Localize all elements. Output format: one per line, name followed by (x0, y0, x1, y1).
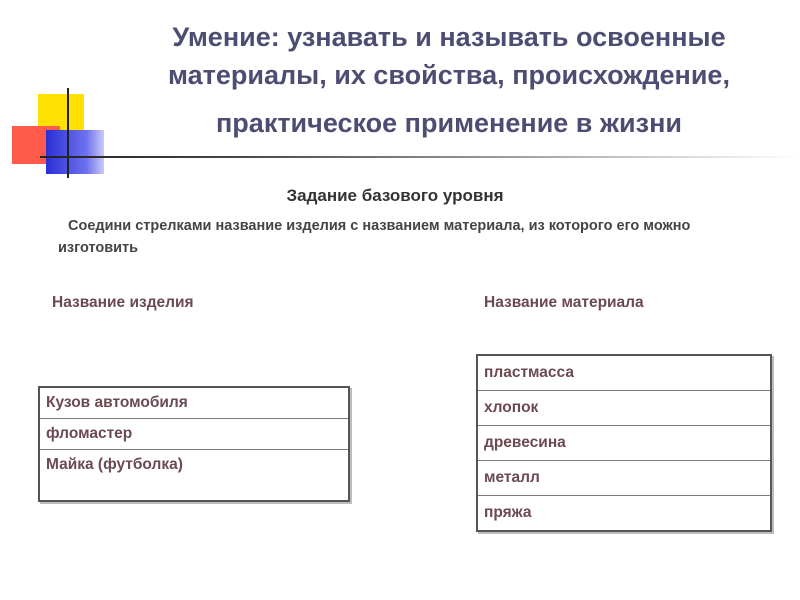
product-cell: Кузов автомобиля (39, 387, 349, 419)
material-cell: хлопок (477, 391, 771, 426)
slide-title (104, 18, 794, 142)
material-cell: древесина (477, 426, 771, 461)
table-row (39, 450, 349, 502)
title-line-3: практическое применение в жизни (216, 108, 682, 138)
materials-column-label: Название материала (484, 294, 644, 311)
products-column-label: Название изделия (52, 294, 194, 311)
table-row (477, 355, 771, 391)
products-table (38, 386, 350, 502)
product-cell: Майка (футболка) (39, 450, 349, 502)
material-cell: пряжа (477, 496, 771, 532)
product-cell: фломастер (39, 419, 349, 450)
title-line-1: Умение: узнавать и называть освоенные (172, 22, 726, 52)
table-row (39, 387, 349, 419)
table-row (477, 461, 771, 496)
decorative-logo (0, 0, 120, 190)
table-row (477, 496, 771, 532)
table-row (39, 419, 349, 450)
material-cell: пластмасса (477, 355, 771, 391)
vertical-rule (67, 88, 69, 178)
title-underline (40, 156, 800, 158)
title-line-2: материалы, их свойства, происхождение, (168, 60, 730, 90)
table-row (477, 426, 771, 461)
task-heading: Задание базового уровня (286, 186, 504, 205)
blue-square (46, 130, 104, 174)
materials-table (476, 354, 772, 532)
task-instructions: Соедини стрелками название изделия с названием материала, из которого его можно изготовить (58, 218, 691, 256)
material-cell: металл (477, 461, 771, 496)
table-row (477, 391, 771, 426)
